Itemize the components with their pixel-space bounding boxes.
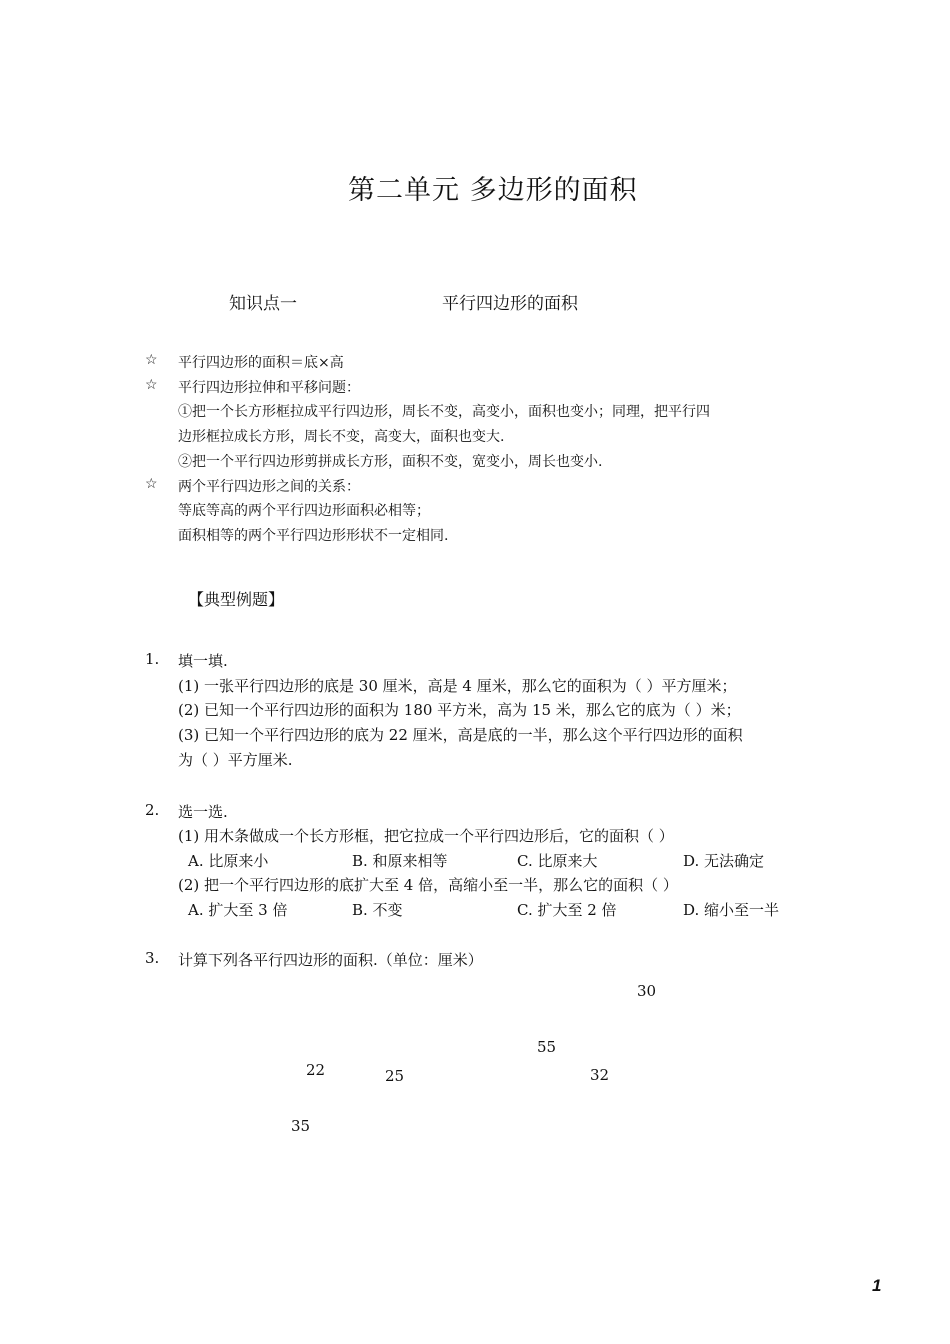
page-number: 1: [872, 1276, 882, 1295]
question-item: (3) 已知一个平行四边形的底为 22 厘米，高是底的一半，那么这个平行四边形的面积: [178, 726, 743, 744]
question-item: (2) 把一个平行四边形的底扩大至 4 倍，高缩小至一半，那么它的面积（ ）: [178, 876, 678, 894]
option-c: C. 扩大至 2 倍: [517, 901, 617, 919]
question-number: 3.: [145, 949, 160, 967]
knowledge-text: ②把一个平行四边形剪拼成长方形，面积不变，宽变小，周长也变小.: [178, 454, 603, 470]
star-icon: ☆: [145, 476, 158, 492]
question-title: 选一选.: [178, 803, 228, 821]
option-d: D. 缩小至一半: [683, 901, 780, 919]
question-item: 为（ ）平方厘米.: [178, 751, 293, 769]
option-a: A. 比原来小: [188, 852, 269, 870]
option-b: B. 不变: [352, 901, 403, 919]
option-c: C. 比原来大: [517, 852, 598, 870]
question-item: (1) 用木条做成一个长方形框，把它拉成一个平行四边形后，它的面积（ ）: [178, 827, 674, 845]
figure-label: 30: [637, 982, 657, 1000]
section-name: 平行四边形的面积: [442, 294, 578, 314]
knowledge-text: 面积相等的两个平行四边形形状不一定相同.: [178, 528, 449, 544]
question-title: 计算下列各平行四边形的面积.（单位：厘米）: [178, 951, 483, 969]
figure-label: 55: [537, 1038, 557, 1056]
star-icon: ☆: [145, 352, 158, 368]
knowledge-point-relation: 两个平行四边形之间的关系：: [178, 479, 360, 495]
option-d: D. 无法确定: [683, 852, 765, 870]
knowledge-point-stretch: 平行四边形拉伸和平移问题：: [178, 380, 360, 396]
examples-heading: 【典型例题】: [188, 590, 285, 609]
question-item: (2) 已知一个平行四边形的面积为 180 平方米，高为 15 米，那么它的底为（ ）米；: [178, 701, 741, 719]
option-a: A. 扩大至 3 倍: [188, 901, 288, 919]
page-title: 第二单元 多边形的面积: [348, 175, 638, 206]
question-number: 2.: [145, 801, 160, 819]
knowledge-text: ①把一个长方形框拉成平行四边形，周长不变，高变小，面积也变小；同理，把平行四: [178, 404, 710, 420]
section-label: 知识点一: [229, 294, 297, 314]
knowledge-text: 等底等高的两个平行四边形面积必相等；: [178, 503, 430, 519]
figure-label: 32: [590, 1066, 610, 1084]
question-item: (1) 一张平行四边形的底是 30 厘米，高是 4 厘米，那么它的面积为（ ）平方厘米；: [178, 677, 737, 695]
star-icon: ☆: [145, 377, 158, 393]
question-number: 1.: [145, 650, 160, 668]
figure-label: 35: [291, 1117, 311, 1135]
knowledge-point-area-formula: 平行四边形的面积＝底×高: [178, 355, 344, 371]
figure-label: 22: [306, 1061, 326, 1079]
question-title: 填一填.: [178, 652, 228, 670]
knowledge-text: 边形框拉成长方形，周长不变，高变大，面积也变大.: [178, 429, 505, 445]
option-b: B. 和原来相等: [352, 852, 448, 870]
figure-label: 25: [385, 1067, 405, 1085]
